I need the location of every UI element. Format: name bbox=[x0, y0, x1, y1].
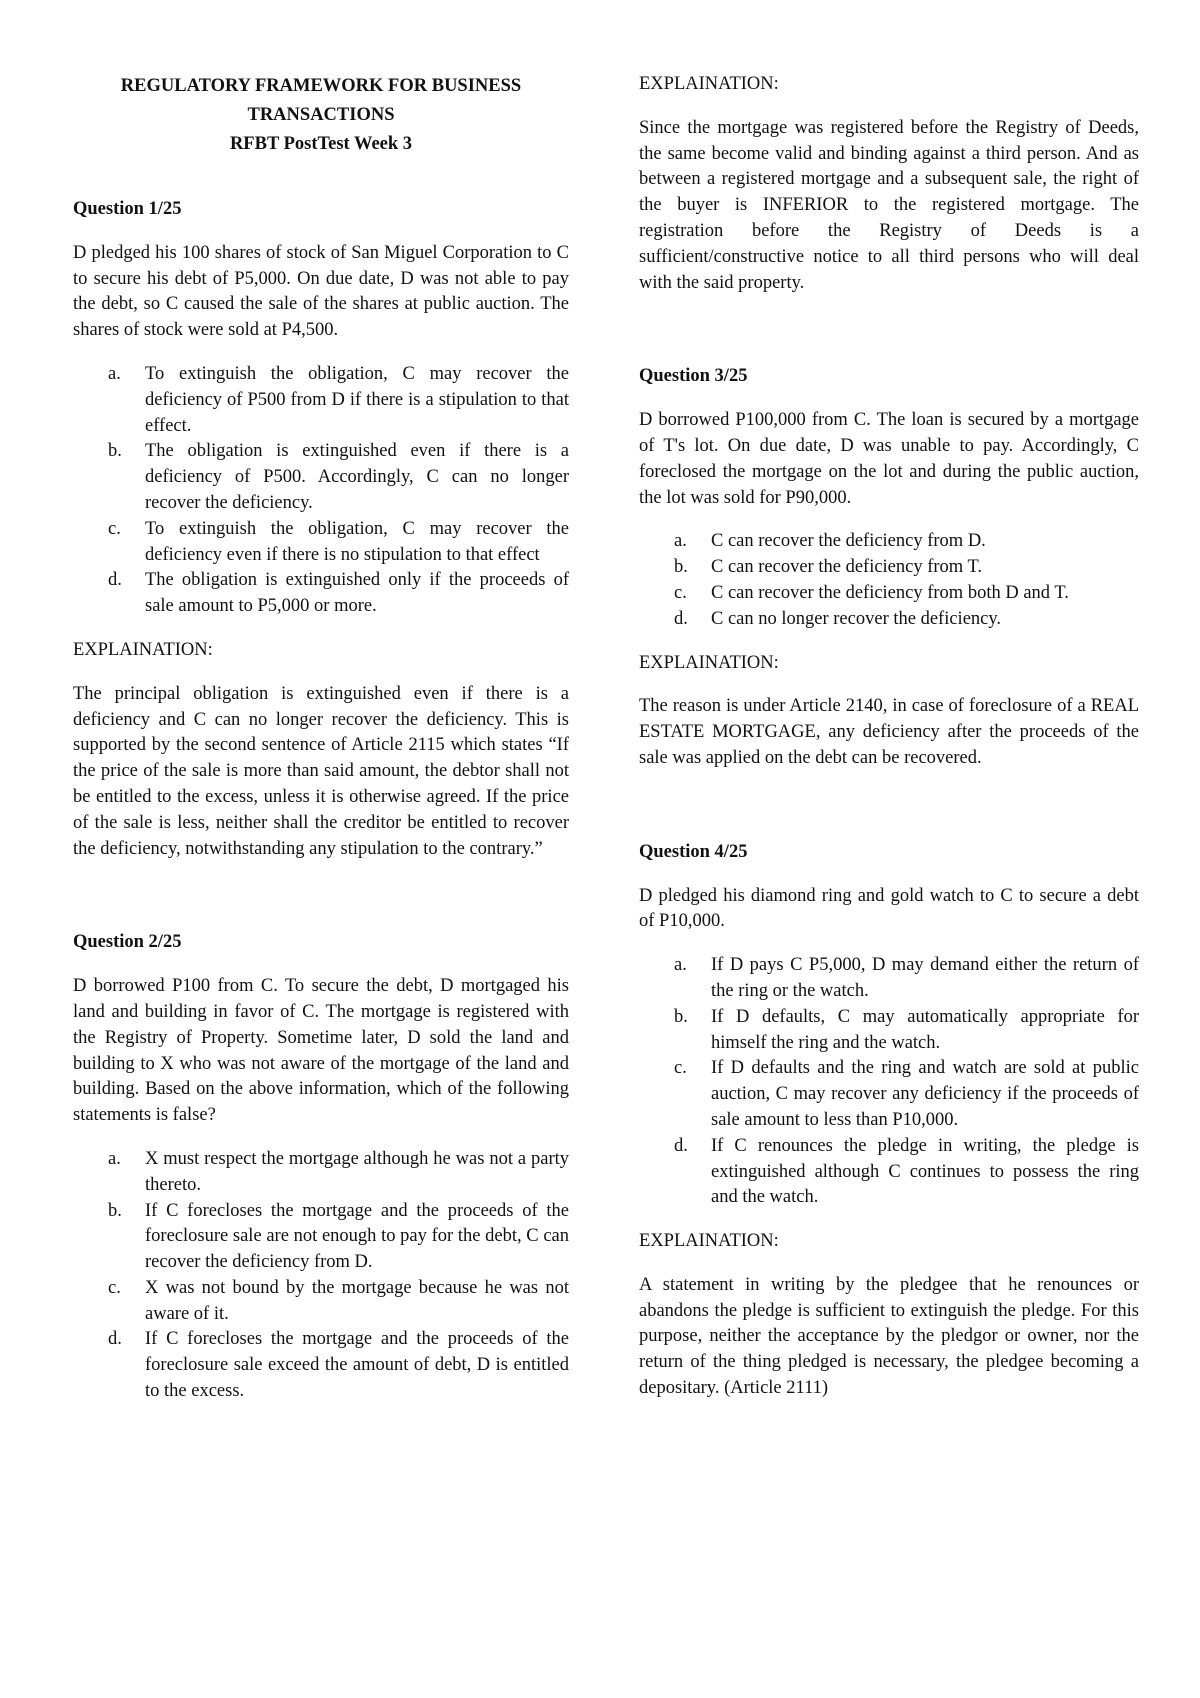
explanation-text: The reason is under Article 2140, in case of foreclosure of a REAL ESTATE MORTGAGE, any deficiency after the proceeds of the sale was applied on the debt can be recovered. bbox=[639, 696, 1139, 768]
choice-letter: a. bbox=[674, 955, 687, 976]
question-2-explanation bbox=[639, 72, 1139, 296]
section-spacer bbox=[73, 880, 569, 930]
choice-b bbox=[639, 555, 1139, 581]
explanation-label: EXPLAINATION: bbox=[73, 639, 213, 660]
choice-letter: c. bbox=[674, 1058, 687, 1079]
choice-text: If C forecloses the mortgage and the proceeds of the foreclosure sale are not enough to pay for the debt, C can recover the deficiency from D. bbox=[145, 1200, 569, 1273]
left-column bbox=[73, 72, 569, 1423]
choice-text: If D defaults and the ring and watch are sold at public auction, C may recover any deficiency if the proceeds of sale amount to less than P10,000. bbox=[711, 1058, 1139, 1130]
choice-d bbox=[639, 1134, 1139, 1211]
choice-letter: d. bbox=[674, 608, 688, 629]
choice-c bbox=[73, 517, 569, 569]
choice-b bbox=[639, 1005, 1139, 1057]
choice-letter: c. bbox=[108, 518, 121, 539]
choice-text: C can recover the deficiency from D. bbox=[711, 531, 986, 552]
choice-letter: a. bbox=[108, 1148, 121, 1169]
question-stem: D borrowed P100,000 from C. The loan is secured by a mortgage of T's lot. On due date, D was unable to pay. Accordingly, C foreclosed the mortgage on the lot and during the public auction, the lot was sold for P90,000. bbox=[639, 410, 1139, 508]
question-heading: Question 2/25 bbox=[73, 932, 182, 953]
choice-text: The obligation is extinguished only if the proceeds of sale amount to P5,000 or more. bbox=[145, 570, 569, 617]
choice-text: C can no longer recover the deficiency. bbox=[711, 608, 1002, 629]
question-2 bbox=[73, 930, 569, 1405]
choice-b bbox=[73, 1199, 569, 1276]
question-heading: Question 4/25 bbox=[639, 841, 748, 862]
choice-text: To extinguish the obligation, C may recover the deficiency even if there is no stipulation to that effect bbox=[145, 518, 569, 565]
choice-list bbox=[73, 1147, 569, 1405]
choice-list bbox=[73, 362, 569, 620]
choice-text: X was not bound by the mortgage because he was not aware of it. bbox=[145, 1277, 569, 1324]
choice-letter: c. bbox=[108, 1277, 121, 1298]
choice-text: If D pays C P5,000, D may demand either the return of the ring or the watch. bbox=[711, 955, 1139, 1001]
explanation-label: EXPLAINATION: bbox=[639, 1231, 779, 1252]
right-column bbox=[639, 72, 1139, 1420]
question-1 bbox=[73, 197, 569, 862]
choice-letter: b. bbox=[674, 557, 688, 578]
choice-text: If C renounces the pledge in writing, the pledge is extinguished although C continues to possess the ring and the watch. bbox=[711, 1135, 1139, 1208]
question-stem: D pledged his 100 shares of stock of San Miguel Corporation to C to secure his debt of P5,000. On due date, D was not able to pay the debt, so C caused the sale of the shares at public auction. The shares of stock were sold at P4,500. bbox=[73, 242, 569, 341]
choice-letter: c. bbox=[674, 582, 687, 603]
choice-d bbox=[639, 607, 1139, 633]
choice-c bbox=[639, 581, 1139, 607]
choice-a bbox=[73, 362, 569, 439]
choice-letter: b. bbox=[108, 1200, 122, 1221]
choice-letter: d. bbox=[108, 570, 122, 591]
choice-a bbox=[639, 529, 1139, 555]
explanation-text: A statement in writing by the pledgee that he renounces or abandons the pledge is sufficient to extinguish the pledge. For this purpose, neither the acceptance by the pledgor or owner, nor the return of the thing pledged is necessary, the pledgee becoming a depositary. (Article 2111) bbox=[639, 1274, 1139, 1399]
explanation-label: EXPLAINATION: bbox=[639, 652, 779, 673]
choice-a bbox=[73, 1147, 569, 1199]
choice-a bbox=[639, 953, 1139, 1005]
choice-b bbox=[73, 439, 569, 516]
section-spacer bbox=[639, 790, 1139, 840]
choice-letter: b. bbox=[108, 441, 122, 462]
question-stem: D pledged his diamond ring and gold watch to C to secure a debt of P10,000. bbox=[639, 885, 1139, 932]
choice-text: C can recover the deficiency from T. bbox=[711, 557, 983, 578]
explanation-text: Since the mortgage was registered before the Registry of Deeds, the same become valid and binding against a third person. And as between a registered mortgage and a subsequent sale, the right of the buyer is INFERIOR to the registered mortgage. The registration before the Registry of Deeds is a sufficient/constructive notice to all third persons who will deal with the said property. bbox=[639, 117, 1139, 293]
document-title: REGULATORY FRAMEWORK FOR BUSINESS TRANSACTIONS bbox=[120, 76, 522, 125]
question-3 bbox=[639, 364, 1139, 771]
choice-letter: a. bbox=[108, 363, 121, 384]
section-spacer bbox=[639, 314, 1139, 364]
choice-letter: b. bbox=[674, 1006, 688, 1027]
choice-letter: d. bbox=[108, 1329, 122, 1350]
explanation-text: The principal obligation is extinguished even if there is a deficiency and C can no longer recover the deficiency. This is supported by the second sentence of Article 2115 which states “If the price of the sale is more than said amount, the debtor shall not be entitled to the excess, unless it is otherwise agreed. If the price of the sale is less, neither shall the creditor be entitled to recover the deficiency, notwithstanding any stipulation to the contrary.” bbox=[73, 683, 569, 859]
question-4 bbox=[639, 840, 1139, 1402]
choice-d bbox=[73, 568, 569, 620]
question-heading: Question 1/25 bbox=[73, 199, 182, 219]
choice-letter: a. bbox=[674, 531, 687, 552]
choice-text: X must respect the mortgage although he was not a party thereto. bbox=[145, 1148, 569, 1195]
choice-text: The obligation is extinguished even if there is a deficiency of P500. Accordingly, C can no longer recover the deficiency. bbox=[145, 441, 569, 513]
choice-d bbox=[73, 1327, 569, 1404]
choice-c bbox=[73, 1276, 569, 1328]
choice-text: If D defaults, C may automatically appropriate for himself the ring and the watch. bbox=[711, 1006, 1139, 1053]
question-stem: D borrowed P100 from C. To secure the debt, D mortgaged his land and building in favor of C. The mortgage is registered with the Registry of Property. Sometime later, D sold the land and building to X who was not aware of the mortgage of the land and building. Based on the above information, which of the following statements is false? bbox=[73, 976, 569, 1126]
choice-text: If C forecloses the mortgage and the proceeds of the foreclosure sale exceed the amount of debt, D is entitled to the excess. bbox=[145, 1329, 569, 1402]
choice-letter: d. bbox=[674, 1135, 688, 1156]
document-subtitle: RFBT PostTest Week 3 bbox=[229, 134, 413, 154]
choice-text: C can recover the deficiency from both D and T. bbox=[711, 582, 1069, 603]
question-heading: Question 3/25 bbox=[639, 366, 748, 387]
choice-list bbox=[639, 529, 1139, 632]
choice-text: To extinguish the obligation, C may recover the deficiency of P500 from D if there is a stipulation to that effect. bbox=[145, 363, 569, 436]
choice-c bbox=[639, 1056, 1139, 1133]
choice-list bbox=[639, 953, 1139, 1211]
explanation-label: EXPLAINATION: bbox=[639, 74, 779, 94]
